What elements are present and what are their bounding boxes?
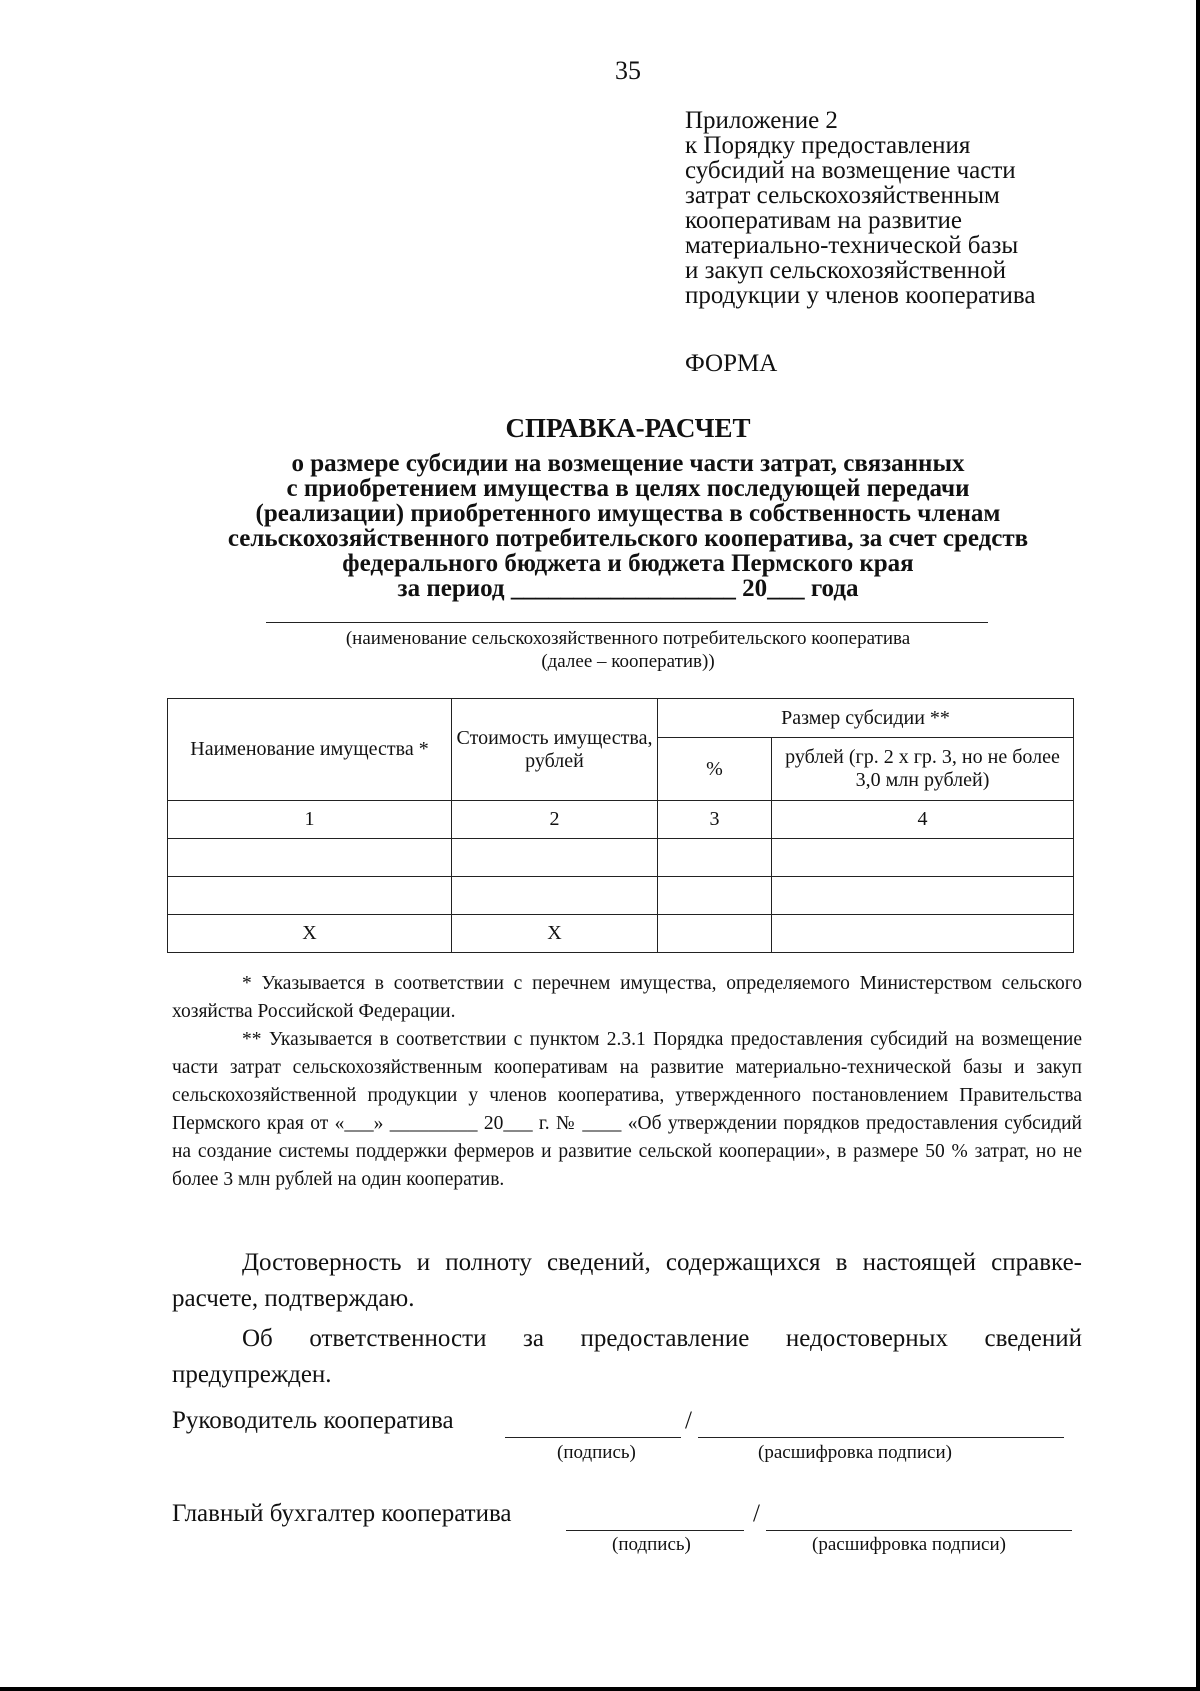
- column-number: 2: [452, 801, 658, 839]
- table-row: [168, 877, 1074, 915]
- table-total-row: [168, 915, 1074, 953]
- header-rubles: рублей (гр. 2 х гр. 3, но не более 3,0 млн рублей): [772, 738, 1074, 801]
- appendix-line: к Порядку предоставления: [685, 132, 971, 159]
- subtitle-line: о размере субсидии на возмещение части затрат, связанных: [291, 450, 965, 477]
- footnote-1: * Указывается в соответствии с перечнем имущества, определяемого Министерством сельского хозяйства Российской Федерации.: [172, 973, 1082, 1022]
- table-cell[interactable]: [168, 839, 452, 877]
- subsidy-table: [167, 698, 1074, 953]
- head-signature-line[interactable]: [505, 1437, 681, 1438]
- document-title: СПРАВКА-РАСЧЕТ: [505, 413, 751, 443]
- appendix-line: затрат сельскохозяйственным: [685, 182, 1000, 209]
- table-cell[interactable]: [168, 877, 452, 915]
- column-number: 3: [658, 801, 772, 839]
- appendix-line: кооперативам на развитие: [685, 207, 963, 234]
- cooperative-name-caption: [0, 627, 1200, 673]
- signature-decode-caption: (расшифровка подписи): [758, 1442, 952, 1463]
- footnote-2: ** Указывается в соответствии с пунктом 2.3.1 Порядка предоставления субсидий на возмещение части затрат сельскохозяйственным кооперативам на развитие материально-технической базы и закуп сельскохозяйственной продукции у членов кооператива, утвержденного постановлением Правительства Пермского края от «___» _________ 20___ г. № ____ «Об утверждении порядков предоставления субсидий на создание системы поддержки фермеров и развитие сельской кооперации», в размере 50 % затрат, но не более 3 млн рублей на один кооператив.: [172, 1029, 1082, 1190]
- accountant-signature-label: Главный бухгалтер кооператива: [172, 1500, 512, 1527]
- subtitle-line: федерального бюджета и бюджета Пермского края: [342, 550, 914, 577]
- table-cell: Х: [168, 915, 452, 953]
- confirmation-paragraph: Достоверность и полноту сведений, содержащихся в настоящей справке-расчете, подтверждаю.: [172, 1249, 1082, 1312]
- table-cell[interactable]: [772, 839, 1074, 877]
- table-cell: Х: [452, 915, 658, 953]
- table-row: [168, 839, 1074, 877]
- signature-caption: (подпись): [612, 1534, 691, 1555]
- table-cell[interactable]: [772, 877, 1074, 915]
- head-signature-label: Руководитель кооператива: [172, 1407, 454, 1434]
- table-cell[interactable]: [658, 915, 772, 953]
- column-number: 1: [168, 801, 452, 839]
- appendix-line: и закуп сельскохозяйственной: [685, 257, 1006, 284]
- signature-decode-caption: (расшифровка подписи): [812, 1534, 1006, 1555]
- header-subsidy-size: Размер субсидии **: [658, 699, 1074, 738]
- document-subtitle: [0, 451, 1200, 601]
- accountant-signature-line[interactable]: [566, 1530, 744, 1531]
- header-property-cost: Стоимость имущества, рублей: [452, 699, 658, 801]
- caption-line: (далее – кооператив)): [541, 651, 715, 672]
- table-cell[interactable]: [772, 915, 1074, 953]
- table-cell[interactable]: [452, 877, 658, 915]
- signature-caption: (подпись): [557, 1442, 636, 1463]
- appendix-header: [685, 108, 1185, 308]
- subtitle-line: с приобретением имущества в целях последующей передачи: [286, 475, 970, 502]
- period-line: за период __________________ 20___ года: [397, 575, 859, 602]
- footnotes: [172, 970, 1082, 1194]
- form-label: ФОРМА: [685, 350, 778, 377]
- signature-separator: /: [753, 1500, 760, 1527]
- appendix-line: субсидий на возмещение части: [685, 157, 1016, 184]
- table-cell[interactable]: [452, 839, 658, 877]
- appendix-line: Приложение 2: [685, 107, 838, 134]
- page-number: 35: [615, 56, 641, 85]
- appendix-line: материально-технической базы: [685, 232, 1019, 259]
- appendix-line: продукции у членов кооператива: [685, 282, 1036, 309]
- confirmation-text: [172, 1245, 1082, 1397]
- confirmation-paragraph: Об ответственности за предоставление недостоверных сведений предупрежден.: [172, 1325, 1082, 1388]
- header-property-name: Наименование имущества *: [168, 699, 452, 801]
- caption-line: (наименование сельскохозяйственного потребительского кооператива: [345, 628, 911, 649]
- table-cell[interactable]: [658, 877, 772, 915]
- head-signature-decode-line[interactable]: [698, 1437, 1064, 1438]
- subtitle-line: сельскохозяйственного потребительского кооператива, за счет средств: [227, 525, 1029, 552]
- accountant-signature-decode-line[interactable]: [766, 1530, 1072, 1531]
- table-cell[interactable]: [658, 839, 772, 877]
- column-number-row: [168, 801, 1074, 839]
- subtitle-line: (реализации) приобретенного имущества в собственность членам: [255, 500, 1001, 527]
- column-number: 4: [772, 801, 1074, 839]
- header-percent: %: [658, 738, 772, 801]
- cooperative-name-line: [266, 622, 988, 623]
- signature-separator: /: [685, 1407, 692, 1434]
